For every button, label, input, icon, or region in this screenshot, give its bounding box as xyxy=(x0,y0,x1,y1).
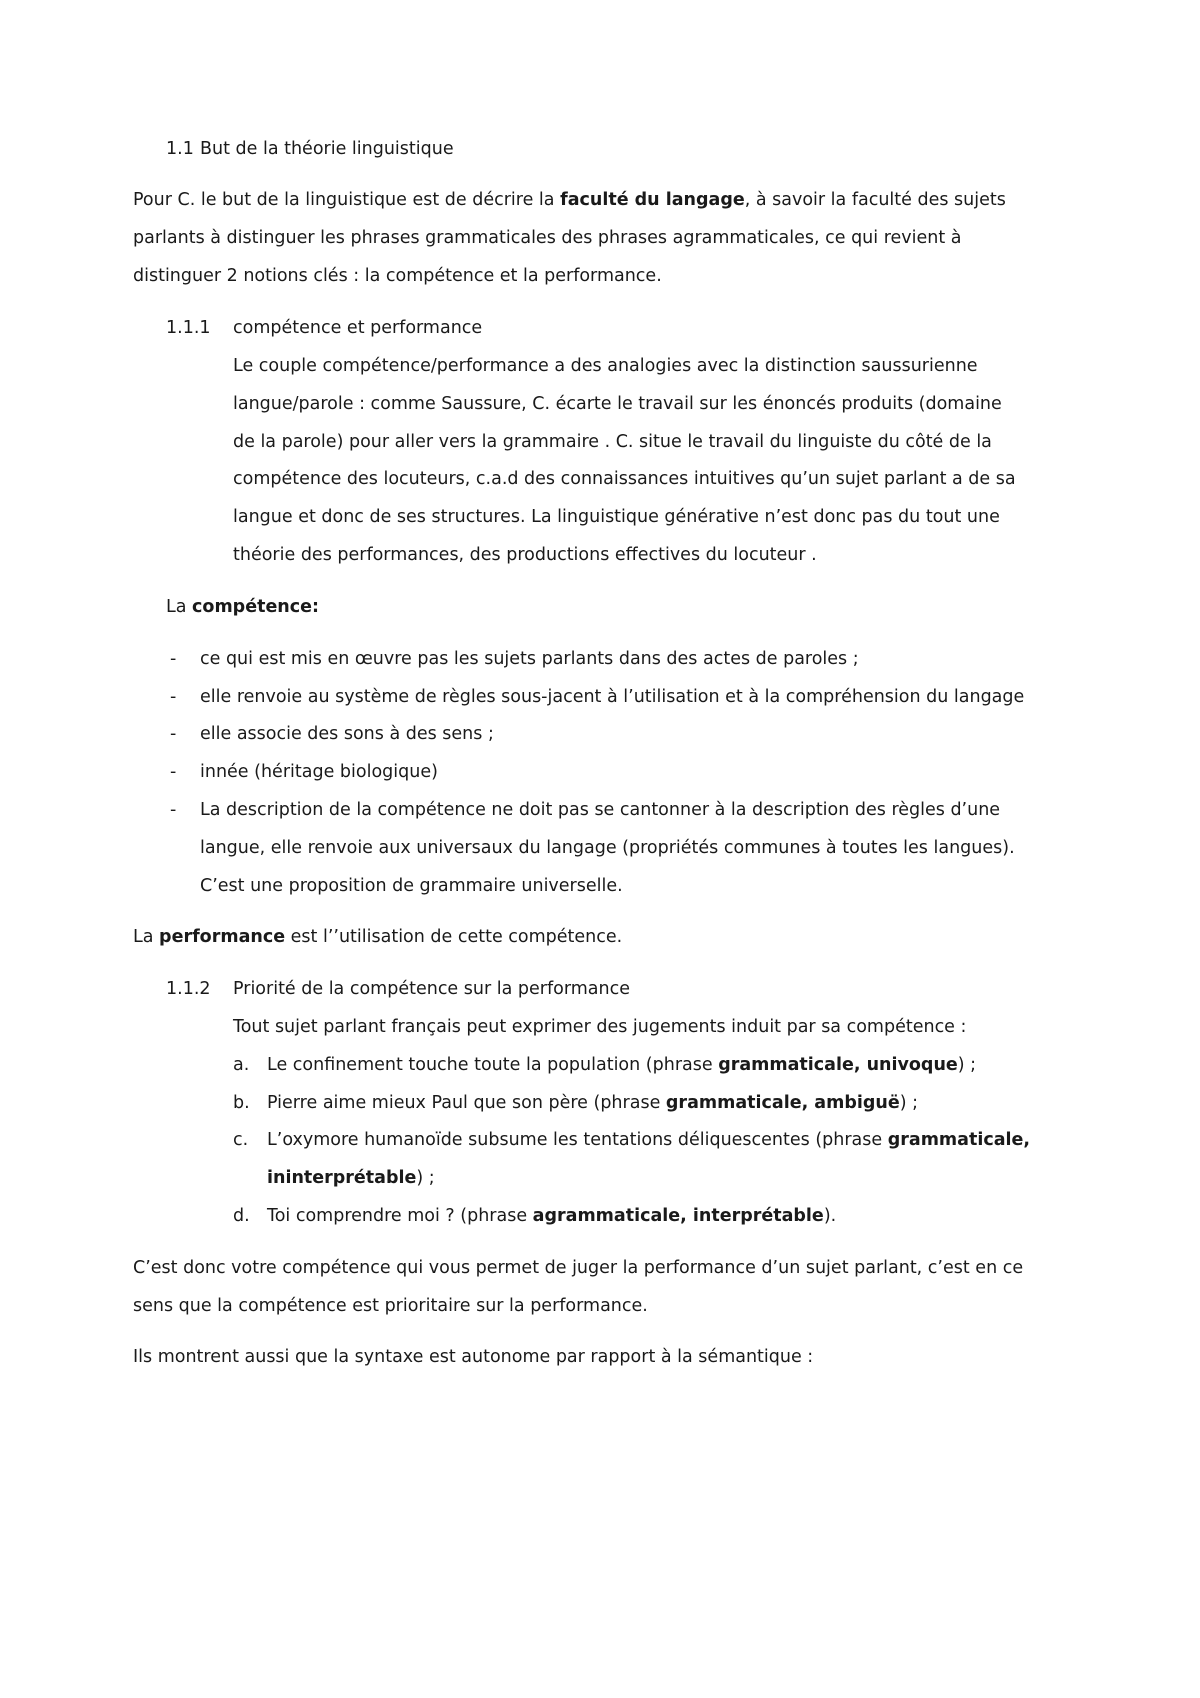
list-item: elle associe des sons à des sens ; xyxy=(200,724,494,744)
paragraph-line: Tout sujet parlant français peut exprimer des jugements induit par sa compétence : xyxy=(233,1017,967,1037)
list-label: c. xyxy=(233,1130,249,1150)
list-item: Pierre aime mieux Paul que son père (phrase grammaticale, ambiguë) ; xyxy=(267,1093,919,1113)
list-item: L’oxymore humanoïde subsume les tentations déliquescentes (phrase grammaticale, xyxy=(267,1130,1031,1150)
list-label: a. xyxy=(233,1055,250,1075)
paragraph-line: langue/parole : comme Saussure, C. écarte le travail sur les énoncés produits (domaine xyxy=(233,394,1002,414)
paragraph-line: distinguer 2 notions clés : la compétence et la performance. xyxy=(133,266,662,286)
paragraph-line: de la parole) pour aller vers la grammaire . C. situe le travail du linguiste du côté de la xyxy=(233,432,992,452)
section-title: But de la théorie linguistique xyxy=(200,139,454,159)
paragraph-line: parlants à distinguer les phrases grammaticales des phrases agrammaticales, ce qui revient à xyxy=(133,228,962,248)
paragraph-line: sens que la compétence est prioritaire sur la performance. xyxy=(133,1296,648,1316)
subsection-number: 1.1.1 xyxy=(166,318,211,338)
list-item-continuation: C’est une proposition de grammaire universelle. xyxy=(200,876,623,896)
paragraph-line: Le couple compétence/performance a des analogies avec la distinction saussurienne xyxy=(233,356,978,376)
list-item: elle renvoie au système de règles sous-jacent à l’utilisation et à la compréhension du langage xyxy=(200,687,1025,707)
section-number: 1.1 xyxy=(166,139,194,159)
bullet-dash: - xyxy=(170,649,177,669)
paragraph-line: compétence des locuteurs, c.a.d des connaissances intuitives qu’un sujet parlant a de sa xyxy=(233,469,1016,489)
list-item: innée (héritage biologique) xyxy=(200,762,438,782)
list-item: ce qui est mis en œuvre pas les sujets parlants dans des actes de paroles ; xyxy=(200,649,859,669)
list-item-continuation: langue, elle renvoie aux universaux du langage (propriétés communes à toutes les langues). xyxy=(200,838,1015,858)
list-item: Toi comprendre moi ? (phrase agrammaticale, interprétable). xyxy=(267,1206,837,1226)
subsection-number: 1.1.2 xyxy=(166,979,211,999)
paragraph-line: théorie des performances, des productions effectives du locuteur . xyxy=(233,545,817,565)
bullet-dash: - xyxy=(170,724,177,744)
list-item-continuation: ininterprétable) ; xyxy=(267,1168,435,1188)
list-label: b. xyxy=(233,1093,250,1113)
list-item: Le confinement touche toute la population (phrase grammaticale, univoque) ; xyxy=(267,1055,977,1075)
list-item: La description de la compétence ne doit pas se cantonner à la description des règles d’une xyxy=(200,800,1001,820)
list-label: d. xyxy=(233,1206,250,1226)
subsection-title: Priorité de la compétence sur la performance xyxy=(233,979,630,999)
bullet-dash: - xyxy=(170,800,177,820)
paragraph-line: Pour C. le but de la linguistique est de décrire la faculté du langage, à savoir la faculté des sujets xyxy=(133,190,1006,210)
subsection-title: compétence et performance xyxy=(233,318,483,338)
performance-line: La performance est l’’utilisation de cette compétence. xyxy=(133,927,623,947)
paragraph-line: C’est donc votre compétence qui vous permet de juger la performance d’un sujet parlant, c’est en ce xyxy=(133,1258,1024,1278)
bullet-dash: - xyxy=(170,762,177,782)
paragraph-line: langue et donc de ses structures. La linguistique générative n’est donc pas du tout une xyxy=(233,507,1000,527)
paragraph-line: Ils montrent aussi que la syntaxe est autonome par rapport à la sémantique : xyxy=(133,1347,814,1367)
competence-label: La compétence: xyxy=(166,597,320,617)
bullet-dash: - xyxy=(170,687,177,707)
